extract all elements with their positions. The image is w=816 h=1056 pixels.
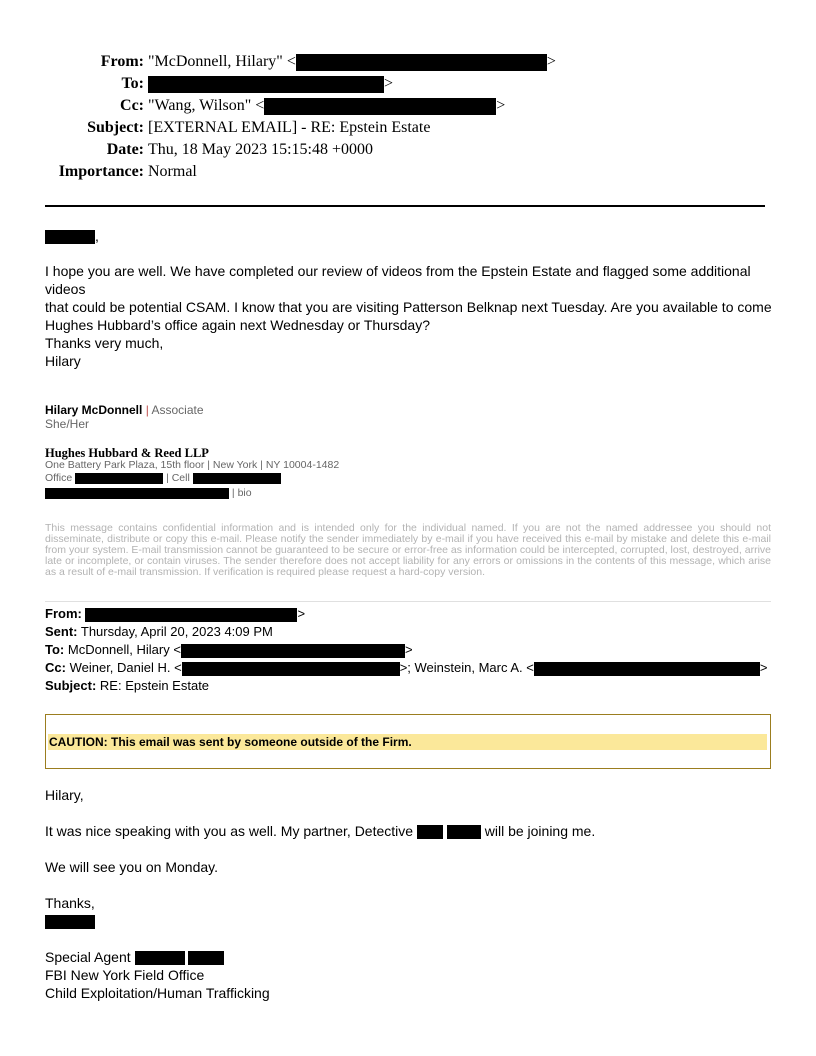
redaction — [417, 825, 443, 839]
redaction — [45, 230, 95, 244]
redaction — [182, 662, 400, 676]
signature — [45, 403, 775, 431]
redaction — [45, 915, 95, 929]
fwd-subject-value: RE: Epstein Estate — [99, 678, 210, 693]
from-label: From: — [100, 53, 144, 70]
redaction — [45, 488, 229, 499]
subject-label: Subject: — [87, 119, 144, 136]
redaction — [181, 644, 405, 658]
redaction — [85, 608, 297, 622]
fwd-cc-value2: >; Weinstein, Marc A. < — [399, 660, 534, 675]
reply-closing — [45, 894, 775, 930]
cc-value: "Wang, Wilson" < — [148, 97, 265, 114]
importance-row — [0, 163, 816, 185]
importance-label: Importance: — [58, 163, 144, 180]
fwd-from-close: > — [297, 606, 306, 621]
office-label: Office — [45, 472, 73, 484]
redaction — [534, 662, 760, 676]
importance-value: Normal — [148, 163, 197, 180]
subject-value: [EXTERNAL EMAIL] - RE: Epstein Estate — [148, 119, 431, 136]
caution-banner — [45, 714, 771, 769]
from-close: > — [546, 53, 556, 70]
greeting-comma: , — [95, 228, 99, 244]
date-label: Date: — [106, 141, 144, 158]
reply-text: It was nice speaking with you as well. My partner, Detective — [45, 823, 414, 839]
body-line: I hope you are well. We have completed our review of videos from the Epstein Estate and flagged some additional videos — [45, 263, 751, 297]
email-header — [0, 53, 816, 185]
bio-link[interactable]: | bio — [231, 487, 252, 499]
redaction — [264, 98, 496, 115]
fwd-to-value: McDonnell, Hilary < — [67, 642, 181, 657]
redaction — [188, 951, 224, 965]
to-close: > — [384, 75, 394, 92]
from-value: "McDonnell, Hilary" < — [148, 53, 296, 70]
fwd-cc-close: > — [759, 660, 768, 675]
fwd-sent-label: Sent: — [45, 624, 78, 639]
redaction — [148, 76, 384, 93]
sig-pronouns: She/Her — [45, 417, 90, 431]
fwd-to-label: To: — [45, 642, 65, 657]
sig-unit: Child Exploitation/Human Trafficking — [45, 985, 270, 1001]
firm-name: Hughes Hubbard & Reed LLP — [45, 446, 209, 460]
reply-line — [45, 822, 775, 840]
sig-name: Hilary McDonnell — [45, 403, 143, 417]
message-body — [45, 262, 775, 334]
reply-see: We will see you on Monday. — [45, 859, 219, 875]
reply-greeting: Hilary, — [45, 787, 84, 803]
fwd-cc-value: Weiner, Daniel H. < — [69, 660, 182, 675]
sig-title: Associate — [151, 403, 204, 417]
closing-thanks: Thanks very much, — [45, 335, 164, 351]
body-line: Hughes Hubbard’s office again next Wednesday or Thursday? — [45, 317, 430, 333]
fwd-cc-label: Cc: — [45, 660, 66, 675]
to-label: To: — [121, 75, 144, 92]
cc-row — [0, 97, 816, 119]
redaction — [193, 473, 281, 484]
fwd-subject-label: Subject: — [45, 678, 97, 693]
fwd-sent-value: Thursday, April 20, 2023 4:09 PM — [80, 624, 273, 639]
reply-signature — [45, 948, 775, 1002]
forward-header — [45, 605, 775, 695]
closing — [45, 334, 775, 370]
header-divider — [45, 205, 765, 207]
date-value: Thu, 18 May 2023 15:15:48 +0000 — [148, 141, 374, 158]
to-row — [0, 75, 816, 97]
cc-close: > — [496, 97, 506, 114]
firm-contact — [45, 459, 775, 500]
sig-prefix: Special Agent — [45, 949, 131, 965]
sig-sep: | — [142, 403, 152, 417]
sig-office: FBI New York Field Office — [45, 967, 205, 983]
from-row — [0, 53, 816, 75]
redaction — [296, 54, 547, 71]
fwd-from-label: From: — [45, 606, 82, 621]
subject-row — [0, 119, 816, 141]
fwd-to-close: > — [404, 642, 413, 657]
cell-label: | Cell — [166, 472, 190, 484]
cc-label: Cc: — [120, 97, 144, 114]
divider — [45, 601, 771, 602]
firm-address: One Battery Park Plaza, 15th floor | New York | NY 10004-1482 — [45, 459, 340, 471]
redaction — [75, 473, 163, 484]
greeting — [45, 227, 775, 245]
reply-thanks: Thanks, — [45, 895, 95, 911]
disclaimer: This message contains confidential information and is intended only for the individual named. If you are not the named addressee you should not disseminate, distribute or copy this e-mail. Please notify the sender immediately by e-mail if you have received this e-mail by mistake and delete this e-mail from your system. E-mail transmission cannot be guaranteed to be secure or error-free as information could be intercepted, corrupted, lost, destroyed, arrive late or incomplete, or contain viruses. The sender therefore does not accept liability for any errors or omissions in the contents of this message, which arise as a result of e-mail transmission. If verification is required please request a hard-copy version. — [45, 522, 771, 578]
redaction — [447, 825, 481, 839]
reply-text: will be joining me. — [484, 823, 596, 839]
date-row — [0, 141, 816, 163]
body-line: that could be potential CSAM. I know that you are visiting Patterson Belknap next Tuesday. Are you available to come — [45, 299, 772, 315]
caution-text: CAUTION: This email was sent by someone outside of the Firm. — [49, 735, 412, 749]
redaction — [135, 951, 185, 965]
closing-name: Hilary — [45, 353, 81, 369]
